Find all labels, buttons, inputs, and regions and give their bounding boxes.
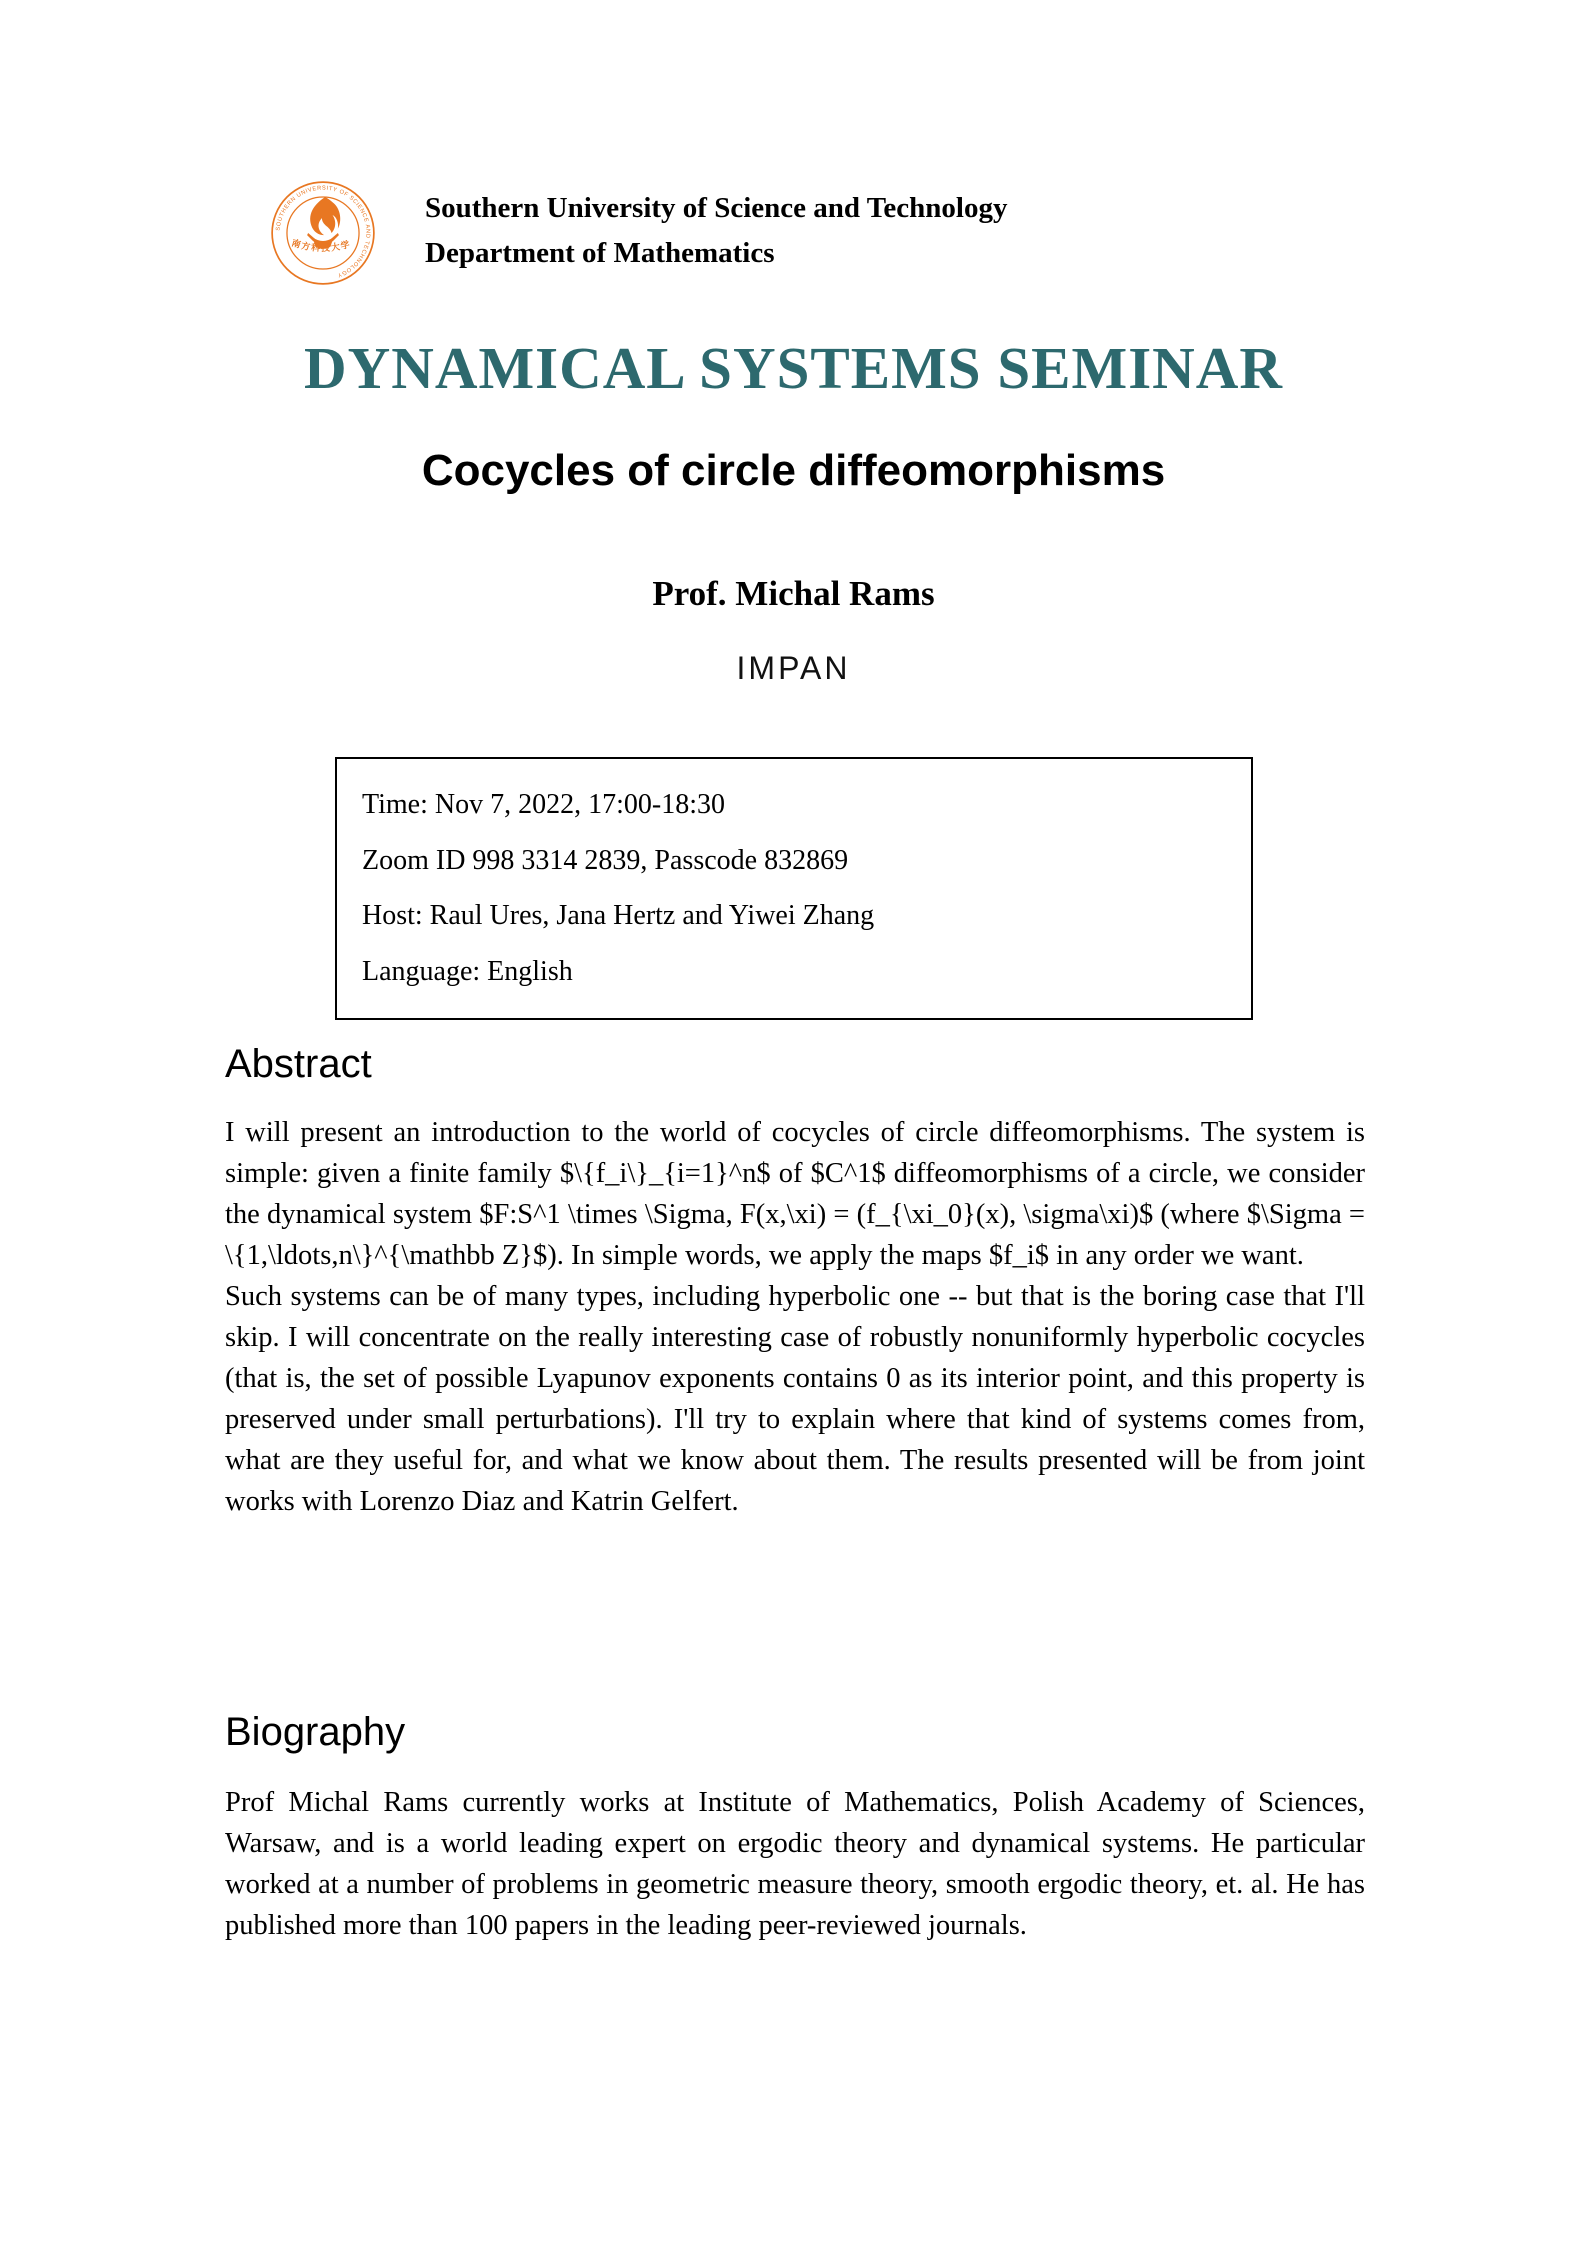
department-name: Department of Mathematics bbox=[425, 237, 775, 269]
talk-title: Cocycles of circle diffeomorphisms bbox=[421, 446, 1166, 495]
speaker-affiliation: IMPAN bbox=[736, 650, 851, 686]
detail-time: Time: Nov 7, 2022, 17:00-18:30 bbox=[362, 788, 725, 820]
detail-zoom: Zoom ID 998 3314 2839, Passcode 832869 bbox=[362, 844, 849, 876]
speaker-name: Prof. Michal Rams bbox=[652, 574, 935, 613]
detail-language: Language: English bbox=[362, 956, 573, 988]
paragraph: Such systems can be of many types, including hyperbolic one -- but that is the boring case that I'll skip. I will concentrate on the really interesting case of robustly nonuniformly hyperbolic cocycles (that is, the set of possible Lyapunov exponents contains 0 as its interior point, and this property is preserved under small perturbations). I'll try to explain where that kind of systems comes from, what are they useful for, and what we know about them. The results presented will be from joint works with Lorenzo Diaz and Katrin Gelfert. bbox=[225, 1281, 1365, 1517]
detail-host: Host: Raul Ures, Jana Hertz and Yiwei Zhang bbox=[362, 900, 875, 932]
paragraph: I will present an introduction to the world of cocycles of circle diffeomorphisms. The system is simple: given a finite family $\{f_i\}_{i=1}^n$ of $C^1$ diffeomorphisms of a circle, we consider the dynamical system $F:S^1 \times \Sigma, F(x,\xi) = (f_{\xi_0}(x), \sigma\xi)$ (where $\Sigma = \{1,\ldots,n\}^{\mathbb Z}$). In simple words, we apply the maps $f_i$ in any order we want. bbox=[225, 1117, 1365, 1271]
logo-ring-text: SOUTHERN UNIVERSITY OF SCIENCE AND TECHNOLOGY bbox=[275, 185, 371, 279]
sustech-logo-icon bbox=[270, 180, 376, 286]
series-title: DYNAMICAL SYSTEMS SEMINAR bbox=[304, 335, 1283, 401]
biography-text bbox=[225, 1782, 1365, 1946]
abstract-text bbox=[225, 1112, 1365, 1522]
biography-heading: Biography bbox=[225, 1710, 406, 1754]
svg-text:南方科技大学 bbox=[290, 237, 352, 253]
paragraph: Prof Michal Rams currently works at Institute of Mathematics, Polish Academy of Sciences, Warsaw, and is a world leading expert on ergodic theory and dynamical systems. He particular worked at a number of problems in geometric measure theory, smooth ergodic theory, et. al. He has published more than 100 papers in the leading peer-reviewed journals. bbox=[225, 1787, 1365, 1941]
torch-flame-icon bbox=[307, 197, 340, 249]
university-name: Southern University of Science and Technology bbox=[425, 192, 1008, 224]
abstract-heading: Abstract bbox=[225, 1042, 372, 1086]
institution-header bbox=[425, 186, 1007, 276]
logo-chinese-name: 南方科技大学 bbox=[290, 237, 352, 254]
seminar-details-box bbox=[335, 757, 1253, 1020]
